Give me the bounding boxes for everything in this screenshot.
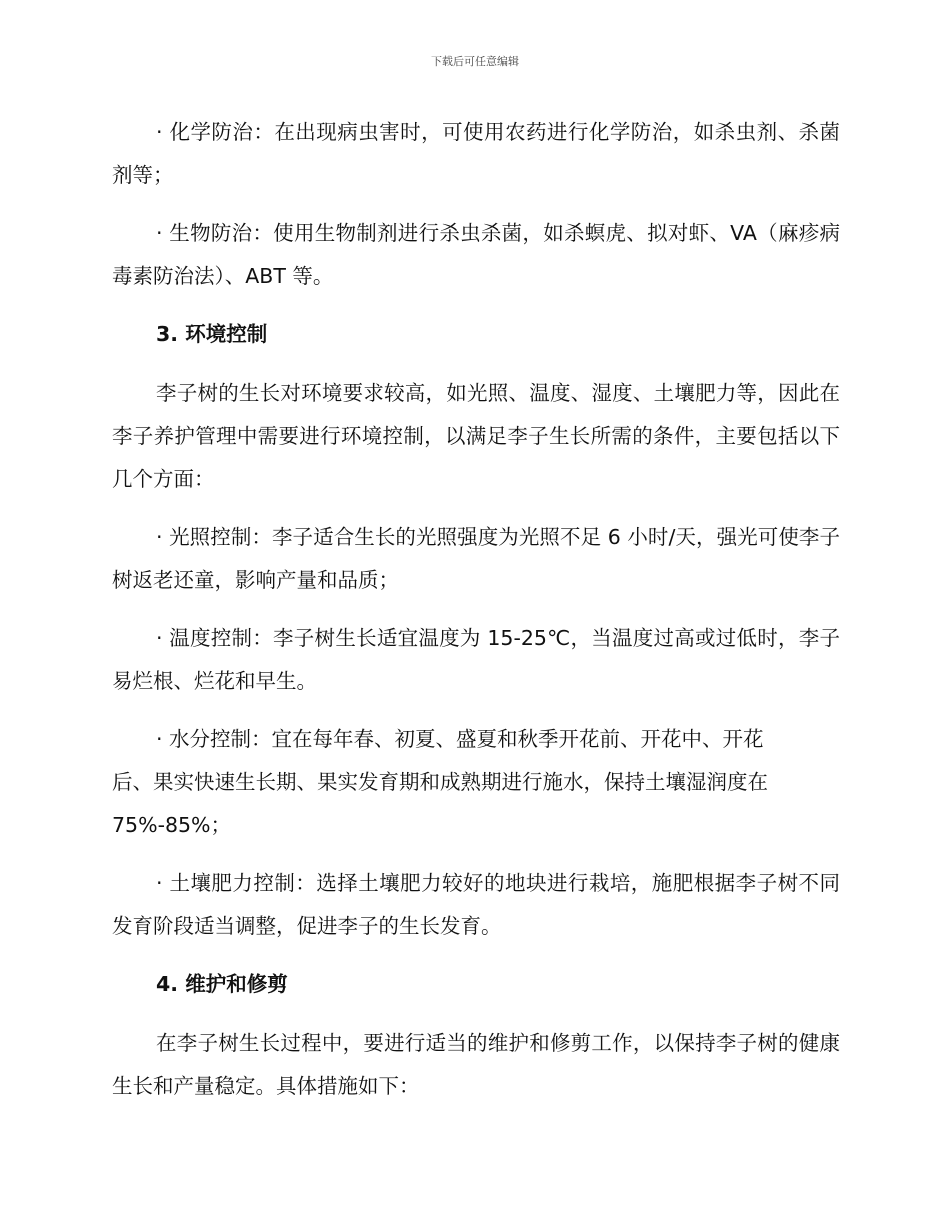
paragraph-temperature-control: · 温度控制：李子树生长适宜温度为 15-25℃，当温度过高或过低时，李子易烂根、烂花和早生。 <box>112 626 840 693</box>
document-body <box>112 111 840 1123</box>
water-control-line-3: 75%-85%； <box>112 813 232 837</box>
paragraph-environment-intro: 李子树的生长对环境要求较高，如光照、温度、湿度、土壤肥力等，因此在李子养护管理中需要进行环境控制，以满足李子生长所需的条件，主要包括以下几个方面： <box>112 381 840 491</box>
water-control-line-1: · 水分控制：宜在每年春、初夏、盛夏和秋季开花前、开花中、开花 <box>156 727 764 751</box>
paragraph-light-control: · 光照控制：李子适合生长的光照强度为光照不足 6 小时/天，强光可使李子树返老还童，影响产量和品质； <box>112 525 840 592</box>
section-heading-environment-control: 3. 环境控制 <box>156 322 268 346</box>
page-header-note: 下载后可任意编辑 <box>431 55 519 68</box>
water-control-line-2: 后、果实快速生长期、果实发育期和成熟期进行施水，保持土壤湿润度在 <box>112 770 768 794</box>
paragraph-biological-control: · 生物防治：使用生物制剂进行杀虫杀菌，如杀螟虎、拟对虾、VA（麻疹病毒素防治法）、ABT 等。 <box>112 221 840 288</box>
section-heading-maintenance-pruning: 4. 维护和修剪 <box>156 972 288 996</box>
paragraph-soil-fertility-control: · 土壤肥力控制：选择土壤肥力较好的地块进行栽培，施肥根据李子树不同发育阶段适当调整，促进李子的生长发育。 <box>112 871 840 938</box>
paragraph-maintenance-intro: 在李子树生长过程中，要进行适当的维护和修剪工作，以保持李子树的健康生长和产量稳定。具体措施如下： <box>112 1031 840 1098</box>
paragraph-water-control <box>112 718 840 847</box>
paragraph-chemical-control: · 化学防治：在出现病虫害时，可使用农药进行化学防治，如杀虫剂、杀菌剂等； <box>112 120 840 187</box>
